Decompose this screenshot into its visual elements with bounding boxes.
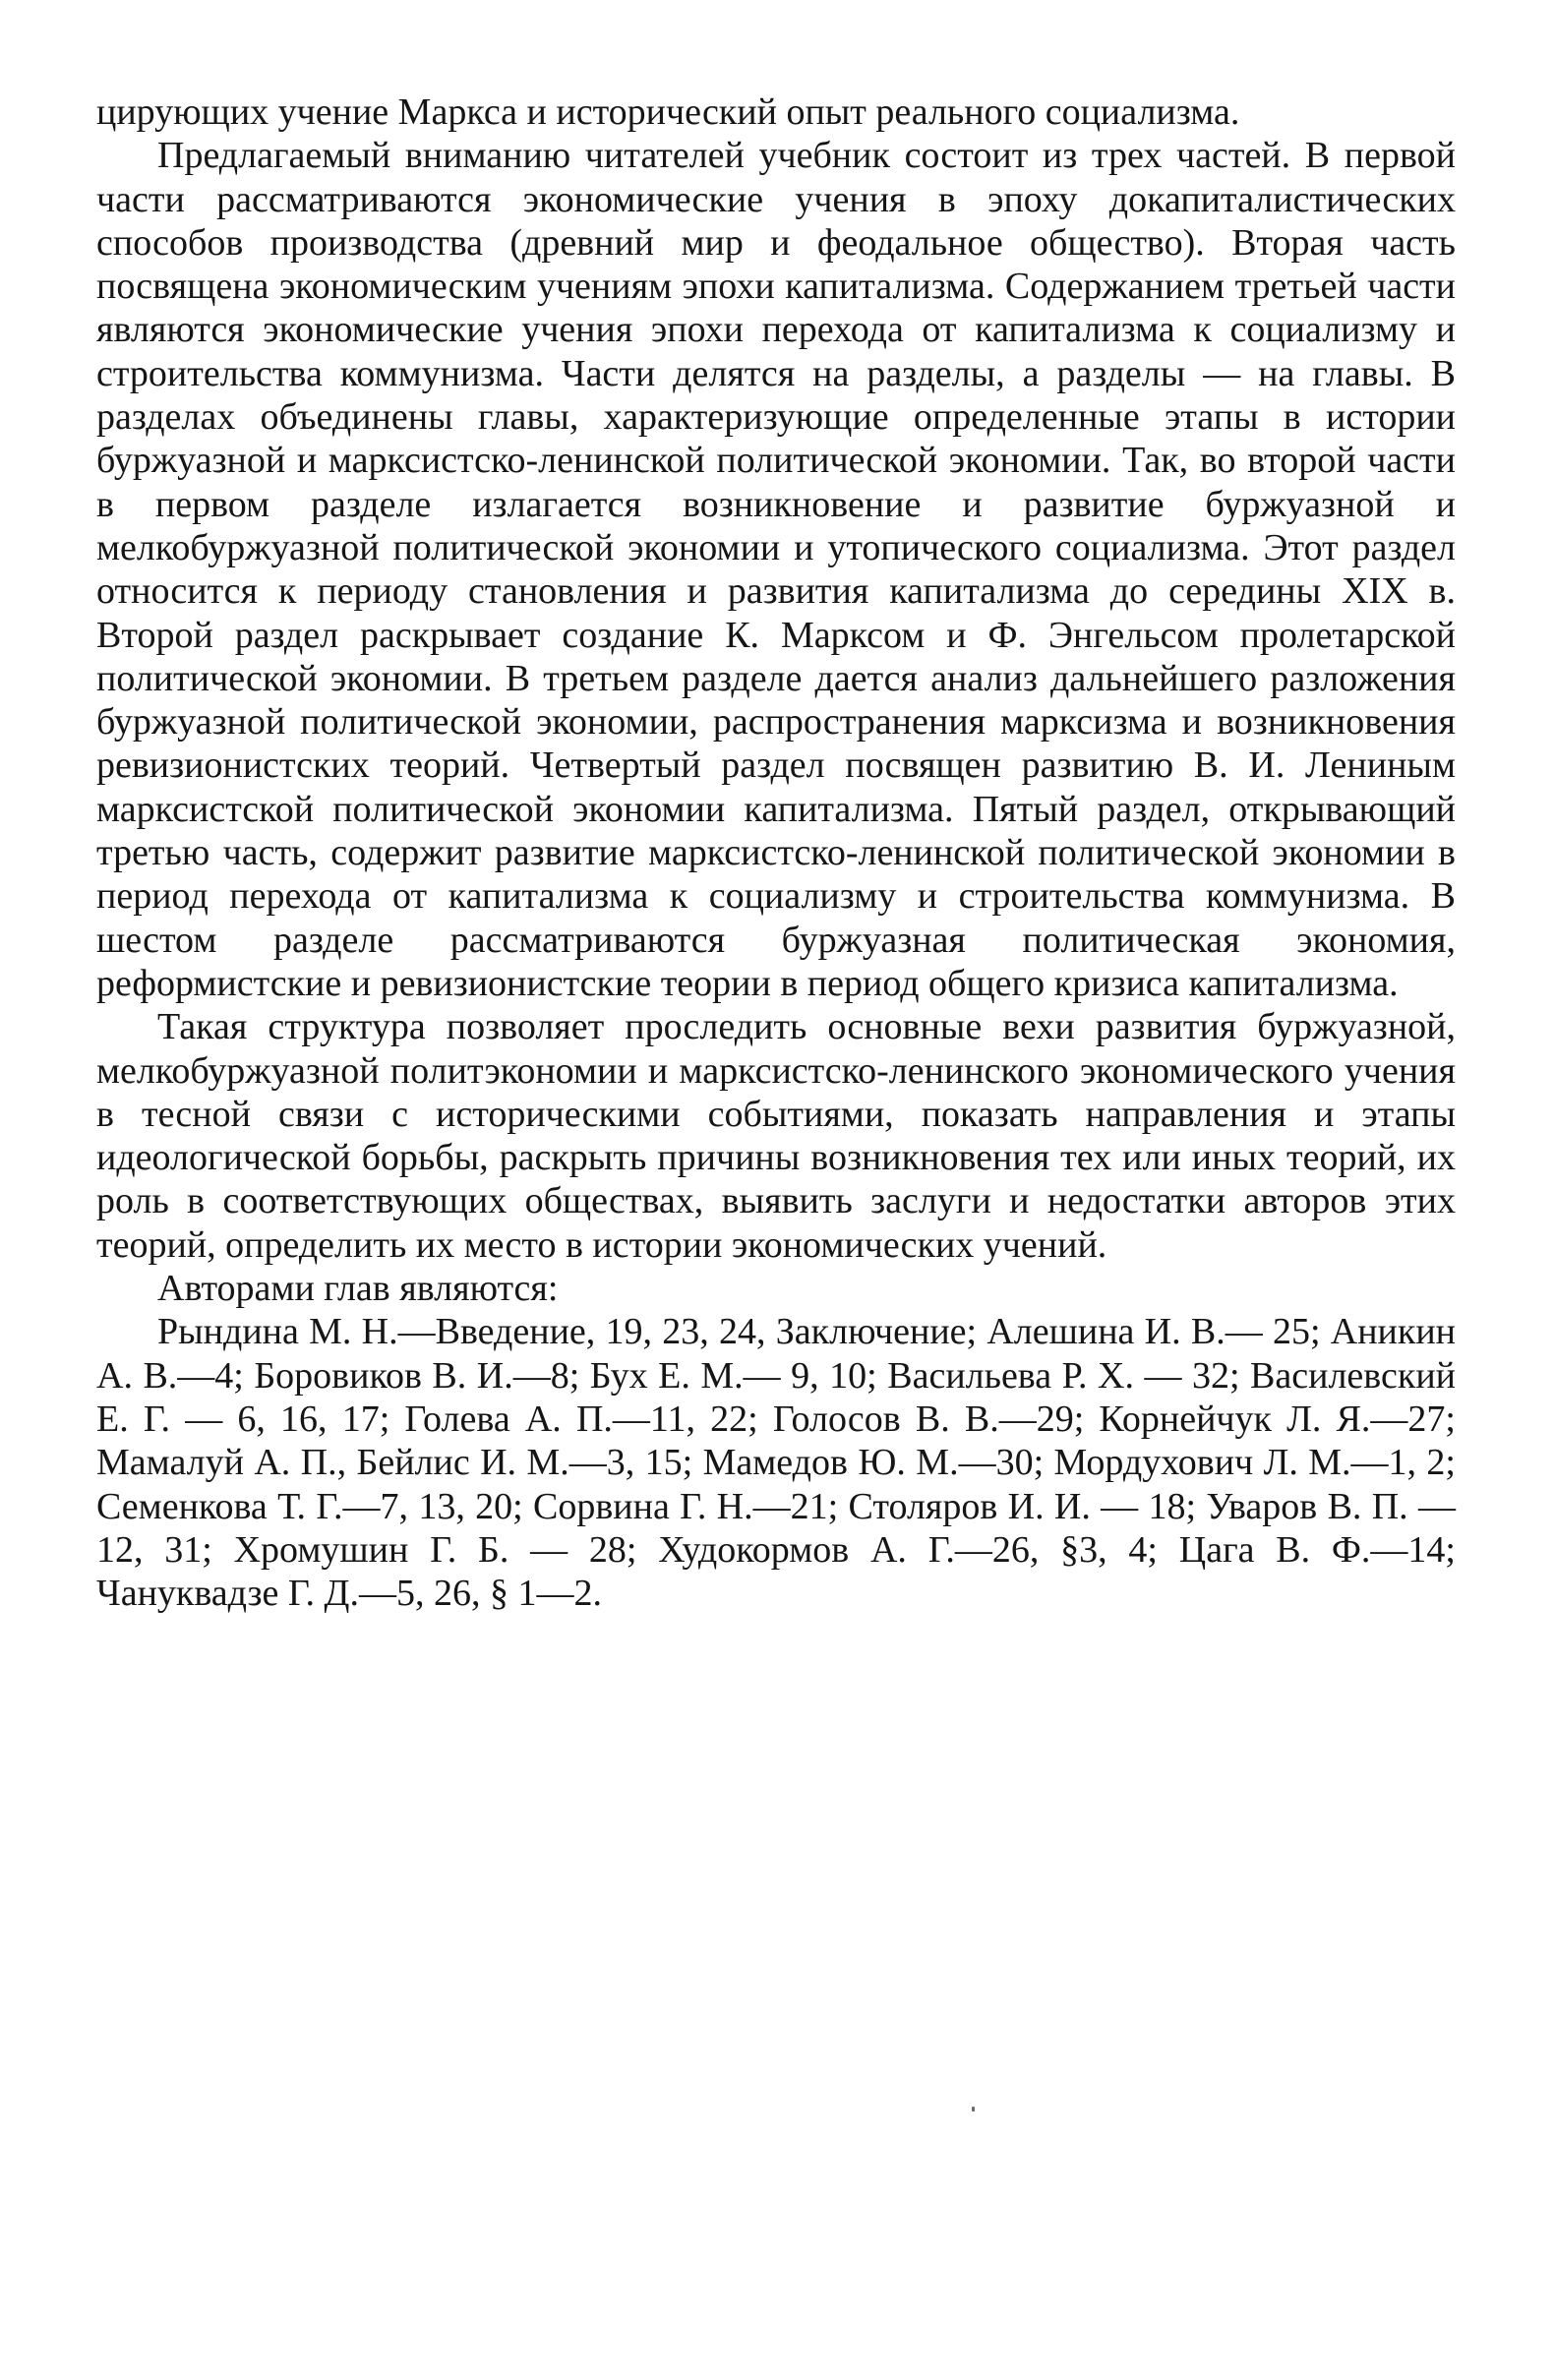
- scan-speck: [972, 2107, 975, 2112]
- paragraph-authors-heading: Авторами глав являются:: [157, 1268, 559, 1310]
- paragraph-structure-purpose: Такая структура позволяет проследить основные вехи развития буржуазной, мелкобуржуазной политэкономии и марксистско-ленинского экономического учения в тесной связи с историческими событиями, показать направления и этапы идеологической борьбы, раскрыть причины возникновения тех или иных теорий, их роль в соответствующих обществах, выявить заслуги и недостатки авторов этих теорий, определить их место в истории экономических учений.: [96, 1006, 1456, 1266]
- paragraph-continuation: цирующих учение Маркса и исторический опыт реального социализма.: [96, 91, 1240, 133]
- document-page: [96, 90, 1456, 1615]
- paragraph-authors-list: Рындина М. Н.—Введение, 19, 23, 24, Заключение; Алешина И. В.— 25; Аникин А. В.—4; Боровиков В. И.—8; Бух Е. М.— 9, 10; Васильева Р. Х. — 32; Василевский Е. Г. — 6, 16, 17; Голева А. П.—11, 22; Голосов В. В.—29; Корнейчук Л. Я.—27; Мамалуй А. П., Бейлис И. М.—3, 15; Мамедов Ю. М.—30; Мордухович Л. М.—1, 2; Семенкова Т. Г.—7, 13, 20; Сорвина Г. Н.—21; Столяров И. И. — 18; Уваров В. П. — 12, 31; Хромушин Г. Б. — 28; Худокормов А. Г.—26, §3, 4; Цага В. Ф.—14; Чануквадзе Г. Д.—5, 26, § 1—2.: [96, 1311, 1456, 1615]
- paragraph-textbook-structure: Предлагаемый вниманию читателей учебник состоит из трех частей. В первой части рассматриваются экономические учения в эпоху докапиталистических способов производства (древний мир и феодальное общество). Вторая часть посвящена экономическим учениям эпохи капитализма. Содержанием третьей части являются экономические учения эпохи перехода от капитализма к социализму и строительства коммунизма. Части делятся на разделы, а разделы — на главы. В разделах объединены главы, характеризующие определенные этапы в истории буржуазной и марксистско-ленинской политической экономии. Так, во второй части в первом разделе излагается возникновение и развитие буржуазной и мелкобуржуазной политической экономии и утопического социализма. Этот раздел относится к периоду становления и развития капитализма до середины XIX в. Второй раздел раскрывает создание К. Марксом и Ф. Энгельсом пролетарской политической экономии. В третьем разделе дается анализ дальнейшего разложения буржуазной политической экономии, распространения марксизма и возникновения ревизионистских теорий. Четвертый раздел посвящен развитию В. И. Лениным марксистской политической экономии капитализма. Пятый раздел, открывающий третью часть, содержит развитие марксистско-ленинской политической экономии в период перехода от капитализма к социализму и строительства коммунизма. В шестом разделе рассматриваются буржуазная политическая экономия, реформистские и ревизионистские теории в период общего кризиса капитализма.: [96, 135, 1456, 1004]
